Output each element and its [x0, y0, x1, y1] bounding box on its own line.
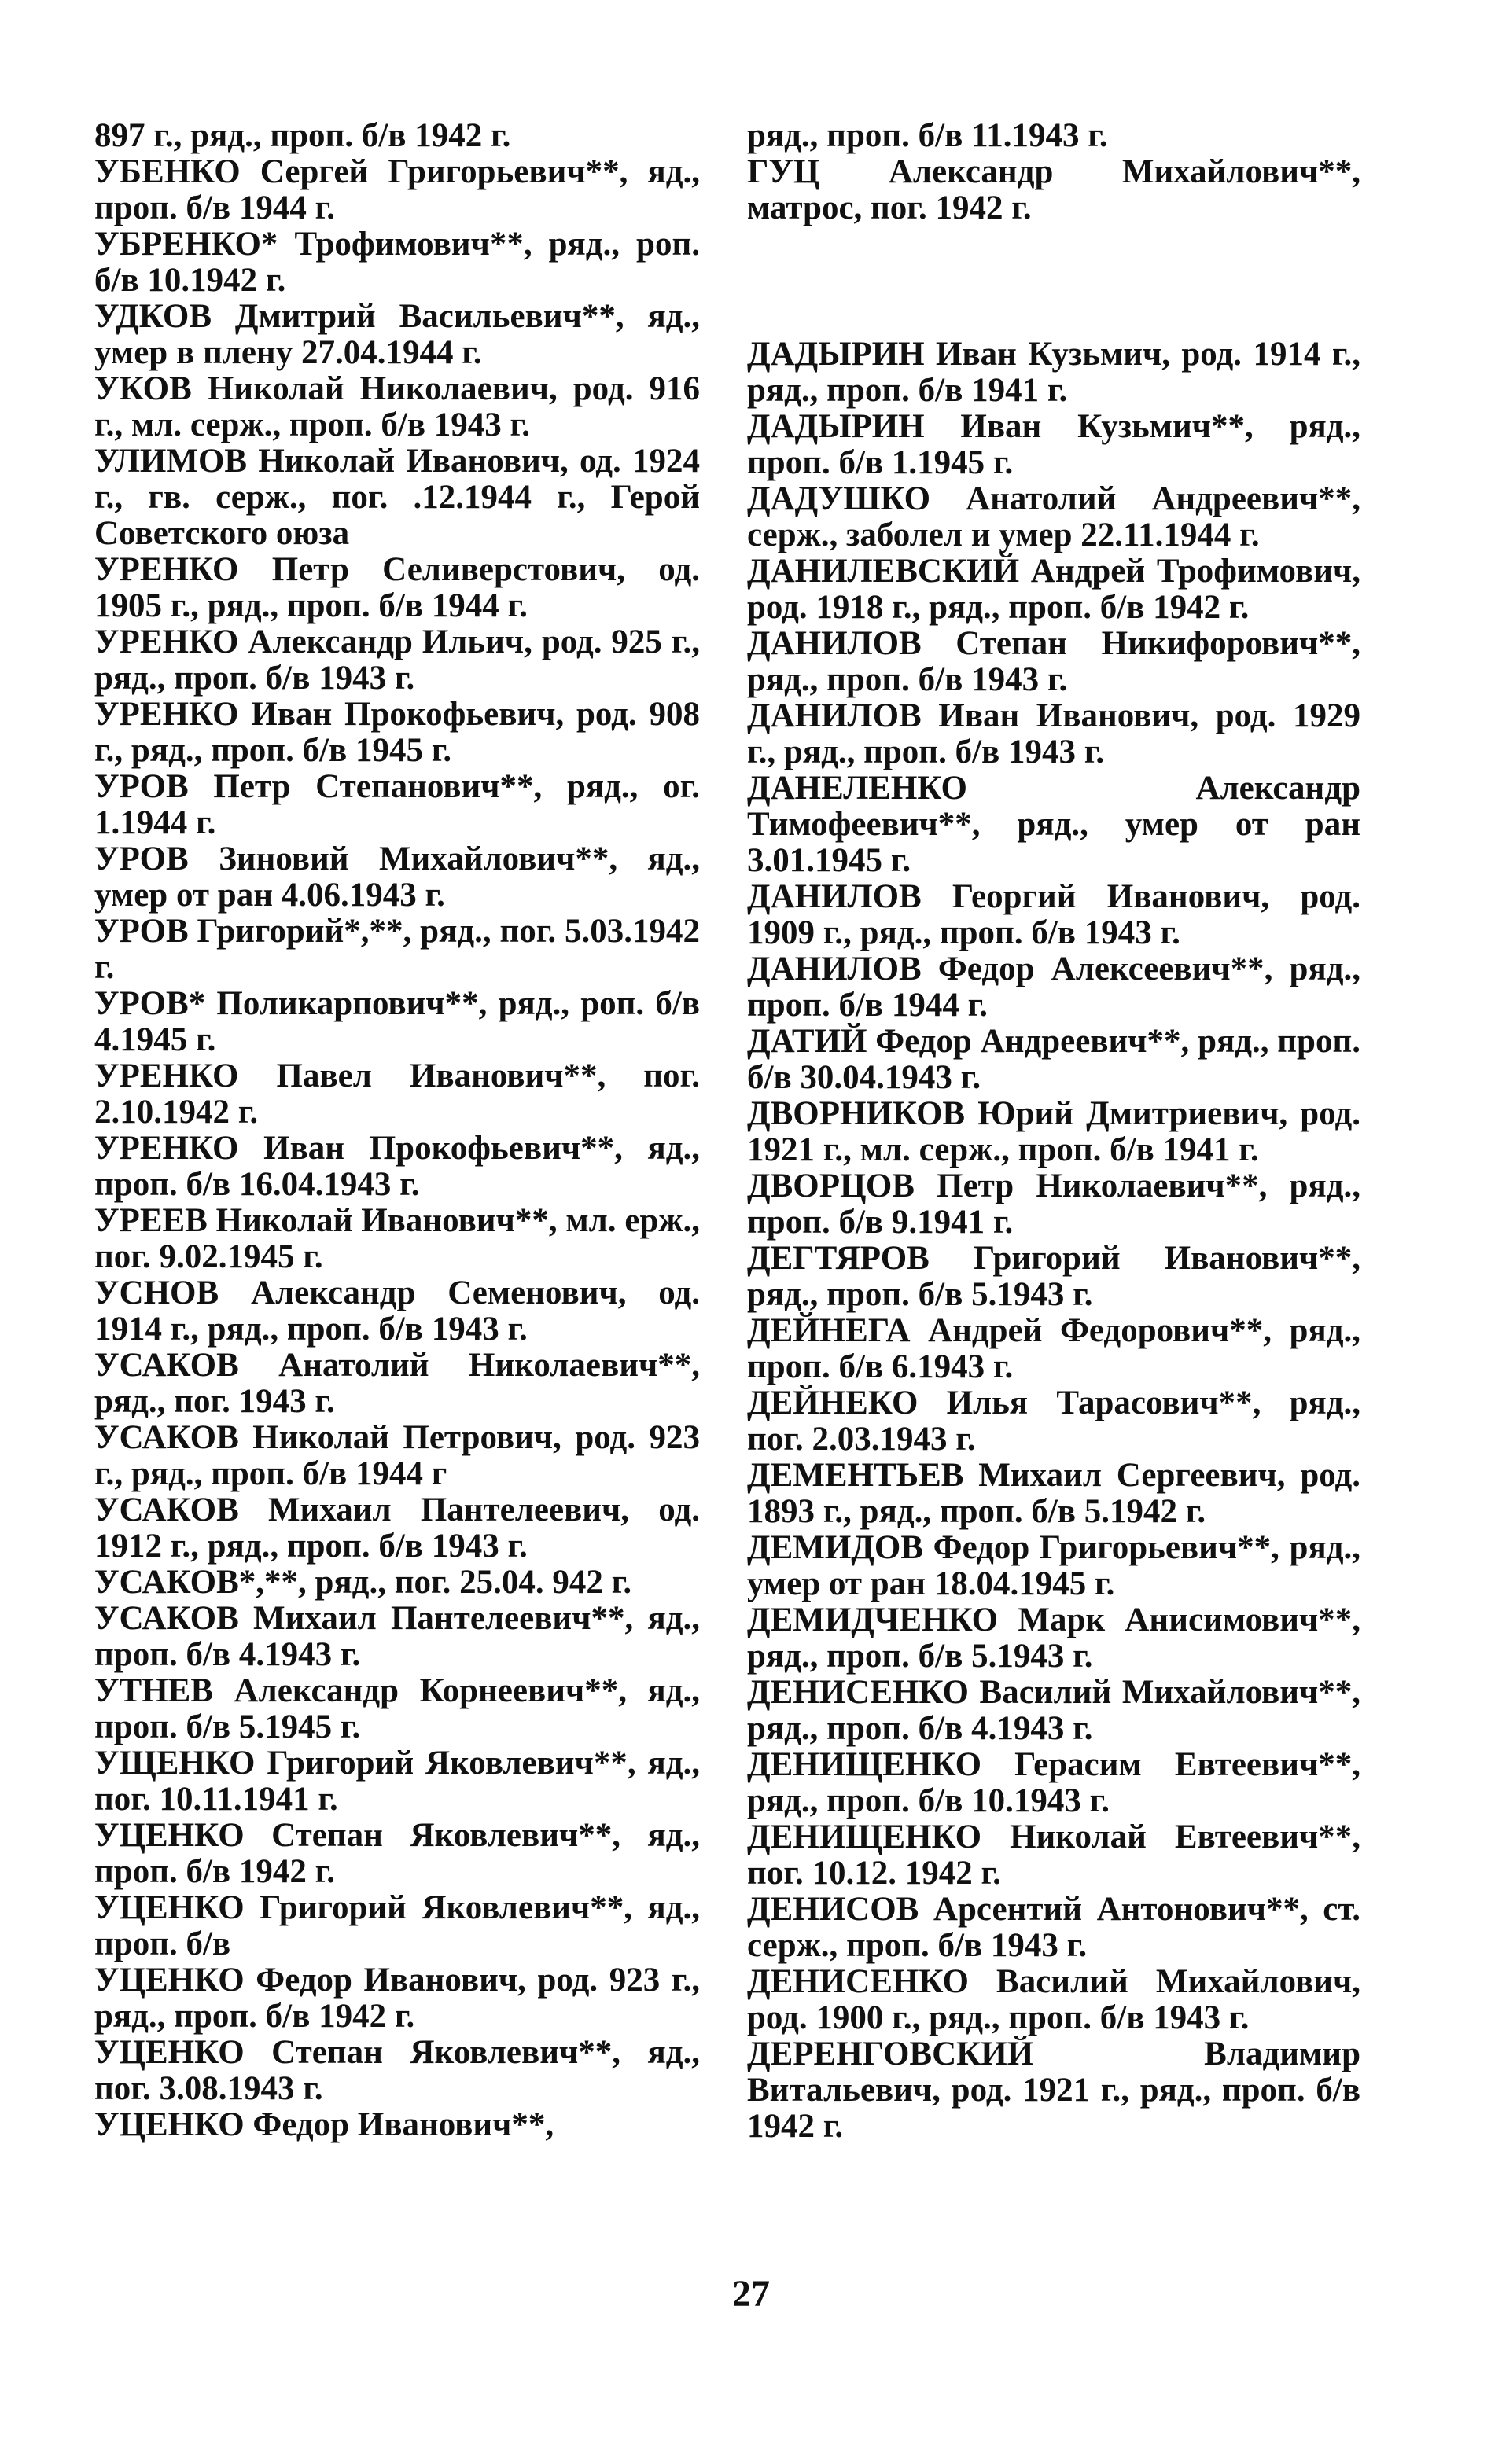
entry: ДЕНИСЕНКО Василий Михайлович**, ряд., проп. б/в 4.1943 г. [747, 1674, 1360, 1747]
entry: ДАТИЙ Федор Андреевич**, ряд., проп. б/в 30.04.1943 г. [747, 1023, 1360, 1096]
entry: ДАДЫРИН Иван Кузьмич**, ряд., проп. б/в 1.1945 г. [747, 408, 1360, 481]
entry: УРЕЕВ Николай Иванович**, мл. ерж., пог. 9.02.1945 г. [94, 1202, 700, 1275]
entry: УЦЕНКО Степан Яковлевич**, яд., проп. б/в 1942 г. [94, 1817, 700, 1890]
right-column [747, 118, 1360, 2145]
entry: УЦЕНКО Степан Яковлевич**, яд., пог. 3.08.1943 г. [94, 2034, 700, 2107]
entry: ДАНИЛОВ Степан Никифорович**, ряд., проп. б/в 1943 г. [747, 625, 1360, 698]
entry: УЦЕНКО Григорий Яковлевич**, яд., проп. б/в [94, 1889, 700, 1962]
entry: УРЕНКО Иван Прокофьевич, род. 908 г., ряд., проп. б/в 1945 г. [94, 696, 700, 769]
entry: УСАКОВ Михаил Пантелеевич, од. 1912 г., ряд., проп. б/в 1943 г. [94, 1491, 700, 1565]
entry: ДЕГТЯРОВ Григорий Иванович**, ряд., проп. б/в 5.1943 г. [747, 1240, 1360, 1313]
entry: ДАДУШКО Анатолий Андреевич**, серж., заболел и умер 22.11.1944 г. [747, 480, 1360, 553]
left-column [94, 118, 700, 2143]
entry: ДЕНИЩЕНКО Герасим Евтеевич**, ряд., проп. б/в 10.1943 г. [747, 1746, 1360, 1819]
entry: ДАНИЛОВ Иван Иванович, род. 1929 г., ряд., проп. б/в 1943 г. [747, 697, 1360, 770]
page-number: 27 [732, 2273, 770, 2315]
entry: ДАНИЛОВ Георгий Иванович, род. 1909 г., ряд., проп. б/в 1943 г. [747, 878, 1360, 951]
entry: УСАКОВ*,**, ряд., пог. 25.04. 942 г. [94, 1564, 632, 1601]
entry: УСАКОВ Анатолий Николаевич**, ряд., пог. 1943 г. [94, 1347, 700, 1420]
entry: ДЕМИДЧЕНКО Марк Анисимович**, ряд., проп. б/в 5.1943 г. [747, 1602, 1360, 1675]
entry: УЛИМОВ Николай Иванович, од. 1924 г., гв. серж., пог. .12.1944 г., Герой Советского оюза [94, 443, 700, 552]
entry: УРОВ* Поликарпович**, ряд., роп. б/в 4.1945 г. [94, 985, 700, 1058]
entry: УСАКОВ Николай Петрович, род. 923 г., ряд., проп. б/в 1944 г [94, 1419, 700, 1492]
entry: УТНЕВ Александр Корнеевич**, яд., проп. б/в 5.1945 г. [94, 1672, 700, 1745]
entry: ДЕНИЩЕНКО Николай Евтеевич**, пог. 10.12. 1942 г. [747, 1819, 1360, 1892]
entry: ДЕМИДОВ Федор Григорьевич**, ряд., умер от ран 18.04.1945 г. [747, 1529, 1360, 1602]
entry: УРОВ Петр Степанович**, ряд., ог. 1.1944 г. [94, 768, 700, 841]
entry: УСАКОВ Михаил Пантелеевич**, яд., проп. б/в 4.1943 г. [94, 1600, 700, 1673]
entry: ДАДЫРИН Иван Кузьмич, род. 1914 г., ряд., проп. б/в 1941 г. [747, 336, 1360, 409]
entry: ДЕЙНЕКО Илья Тарасович**, ряд., пог. 2.03.1943 г. [747, 1385, 1360, 1458]
entry: УБРЕНКО* Трофимович**, ряд., роп. б/в 10.1942 г. [94, 226, 700, 299]
entry: УРЕНКО Петр Селиверстович, од. 1905 г., ряд., проп. б/в 1944 г. [94, 551, 700, 624]
entry: ДЕРЕНГОВСКИЙ Владимир Витальевич, род. 1921 г., ряд., проп. б/в 1942 г. [747, 2036, 1360, 2145]
entry: ДВОРНИКОВ Юрий Дмитриевич, род. 1921 г., мл. серж., проп. б/в 1941 г. [747, 1095, 1360, 1168]
entry: УРОВ Григорий*,**, ряд., пог. 5.03.1942 г. [94, 913, 700, 986]
entry: УРЕНКО Александр Ильич, род. 925 г., ряд., проп. б/в 1943 г. [94, 623, 700, 697]
section-gap [747, 226, 1360, 337]
entry: УДКОВ Дмитрий Васильевич**, яд., умер в плену 27.04.1944 г. [94, 298, 700, 371]
entry: УСНОВ Александр Семенович, од. 1914 г., ряд., проп. б/в 1943 г. [94, 1274, 700, 1348]
entry: УБЕНКО Сергей Григорьевич**, яд., проп. б/в 1944 г. [94, 153, 700, 226]
entry: ДАНЕЛЕНКО Александр Тимофеевич**, ряд., умер от ран 3.01.1945 г. [747, 770, 1360, 879]
entry: УЦЕНКО Федор Иванович**, [94, 2106, 554, 2143]
entry: ДЕМЕНТЬЕВ Михаил Сергеевич, род. 1893 г., ряд., проп. б/в 5.1942 г. [747, 1457, 1360, 1530]
entry: УРЕНКО Иван Прокофьевич**, яд., проп. б/в 16.04.1943 г. [94, 1130, 700, 1203]
entry: ряд., проп. б/в 11.1943 г. [747, 117, 1108, 154]
entry: УЩЕНКО Григорий Яковлевич**, яд., пог. 10.11.1941 г. [94, 1745, 700, 1818]
entry: 897 г., ряд., проп. б/в 1942 г. [94, 117, 511, 154]
entry: УКОВ Николай Николаевич, род. 916 г., мл. серж., проп. б/в 1943 г. [94, 370, 700, 443]
entry: УРЕНКО Павел Иванович**, пог. 2.10.1942 г. [94, 1057, 700, 1131]
entry: ДЕЙНЕГА Андрей Федорович**, ряд., проп. б/в 6.1943 г. [747, 1312, 1360, 1385]
entry: ДАНИЛОВ Федор Алексеевич**, ряд., проп. б/в 1944 г. [747, 951, 1360, 1024]
entry: ДВОРЦОВ Петр Николаевич**, ряд., проп. б/в 9.1941 г. [747, 1168, 1360, 1241]
entry: УЦЕНКО Федор Иванович, род. 923 г., ряд., проп. б/в 1942 г. [94, 1962, 700, 2035]
entry: ДЕНИСЕНКО Василий Михайлович, род. 1900 г., ряд., проп. б/в 1943 г. [747, 1963, 1360, 2036]
entry: ДЕНИСОВ Арсентий Антонович**, ст. серж., проп. б/в 1943 г. [747, 1891, 1360, 1964]
entry: ГУЦ Александр Михайлович**, матрос, пог. 1942 г. [747, 153, 1360, 226]
entry: УРОВ Зиновий Михайлович**, яд., умер от ран 4.06.1943 г. [94, 840, 700, 914]
entry: ДАНИЛЕВСКИЙ Андрей Трофимович, род. 1918 г., ряд., проп. б/в 1942 г. [747, 553, 1360, 626]
